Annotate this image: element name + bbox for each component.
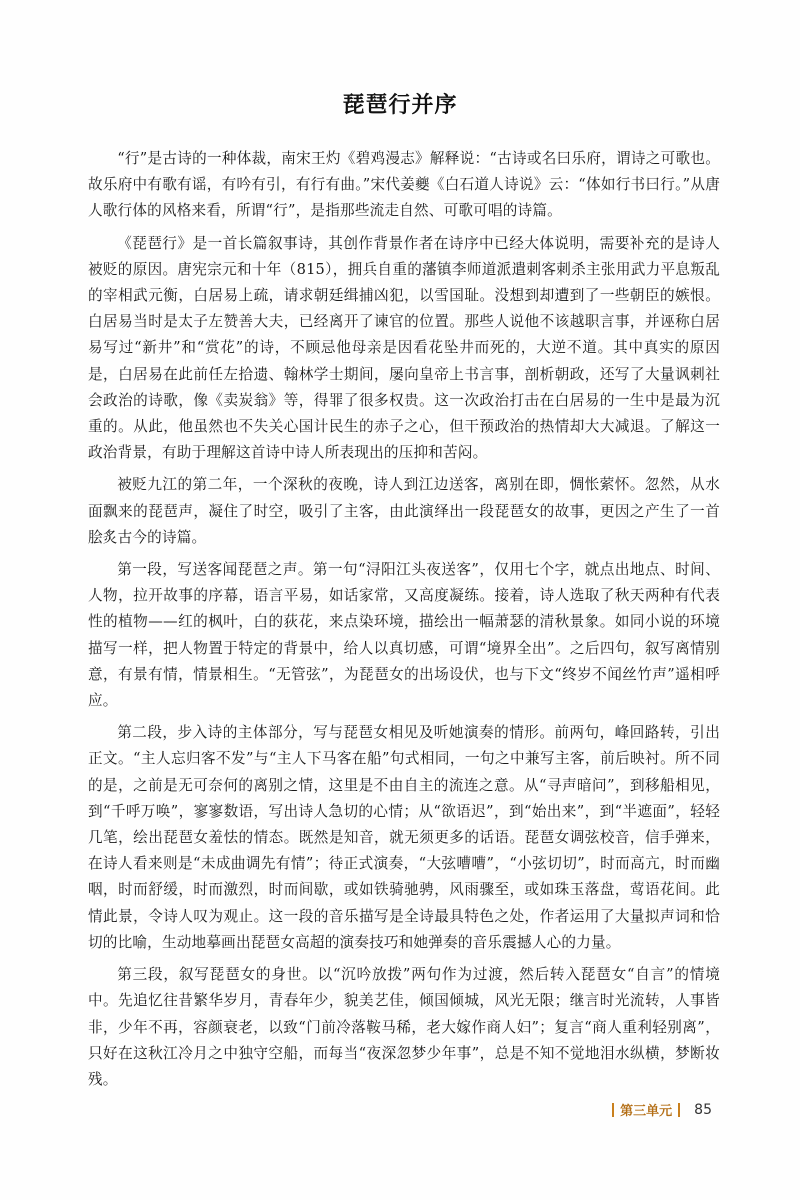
paragraph-setting: 被贬九江的第二年，一个深秋的夜晚，诗人到江边送客，离别在即，惆怅萦怀。忽然，从水面飘来的琵琶声，凝住了时空，吸引了主客，由此演绎出一段琵琶女的故事，更因之产生了一首脍炙古今的诗篇。 (88, 476, 720, 546)
article-body (88, 146, 720, 1099)
paragraph-intro-xing: “行”是古诗的一种体裁，南宋王灼《碧鸡漫志》解释说：“古诗或名曰乐府，谓诗之可歌也。故乐府中有歌有谣，有吟有引，有行有曲。”宋代姜夔《白石道人诗说》云：“体如行书曰行。”从唐人歌行体的风格来看，所谓“行”，是指那些流走自然、可歌可唱的诗篇。 (88, 150, 720, 220)
paragraph-section-one: 第一段，写送客闻琵琶之声。第一句“浔阳江头夜送客”，仅用七个字，就点出地点、时间、人物，拉开故事的序幕，语言平易，如话家常，又高度凝练。接着，诗人选取了秋天两种有代表性的植物——红的枫叶，白的荻花，来点染环境，描绘出一幅萧瑟的清秋景象。如同小说的环境描写一样，把人物置于特定的背景中，给人以真切感，可谓“境界全出”。之后四句，叙写离情别意，有景有情，情景相生。“无管弦”，为琵琶女的出场设伏，也与下文“终岁不闻丝竹声”遥相呼应。 (88, 561, 720, 710)
page-number: 85 (694, 1101, 712, 1118)
paragraph-section-two: 第二段，步入诗的主体部分，写与琵琶女相见及听她演奏的情形。前两句，峰回路转，引出正文。“主人忘归客不发”与“主人下马客在船”句式相同，一句之中兼写主客，前后映衬。所不同的是，之前是无可奈何的离别之情，这里是不由自主的流连之意。从“寻声暗问”，到移船相见，到“千呼万唤”，寥寥数语，写出诗人急切的心情；从“欲语迟”，到“始出来”，到“半遮面”，轻轻几笔，绘出琵琶女羞怯的情态。既然是知音，就无须更多的话语。琵琶女调弦校音，信手弹来，在诗人看来则是“未成曲调先有情”；待正式演奏，“大弦嘈嘈”，“小弦切切”，时而高亢，时而幽咽，时而舒缓，时而激烈，时而间歇，或如铁骑驰骋，风雨骤至，或如珠玉落盘，莺语花间。此情此景，令诗人叹为观止。这一段的音乐描写是全诗最具特色之处，作者运用了大量拟声词和恰切的比喻，生动地摹画出琵琶女高超的演奏技巧和她弹奏的音乐震撼人心的力量。 (88, 724, 720, 951)
paragraph-background: 《琵琶行》是一首长篇叙事诗，其创作背景作者在诗序中已经大体说明，需要补充的是诗人被贬的原因。唐宪宗元和十年（815），拥兵自重的藩镇李师道派遣刺客刺杀主张用武力平息叛乱的宰相武元衡，白居易上疏，请求朝廷缉捕凶犯，以雪国耻。没想到却遭到了一些朝臣的嫉恨。白居易当时是太子左赞善大夫，已经离开了谏官的位置。那些人说他不该越职言事，并诬称白居易写过“新井”和“赏花”的诗，不顾忌他母亲是因看花坠井而死的，大逆不道。其中真实的原因是，白居易在此前任左拾遗、翰林学士期间，屡向皇帝上书言事，剖析朝政，还写了大量讽刺社会政治的诗歌，像《卖炭翁》等，得罪了很多权贵。这一次政治打击在白居易的一生中是最为沉重的。从此，他虽然也不失关心国计民生的赤子之心，但干预政治的热情却大大减退。了解这一政治背景，有助于理解这首诗中诗人所表现出的压抑和苦闷。 (88, 234, 720, 462)
paragraph-section-three: 第三段，叙写琵琶女的身世。以“沉吟放拨”两句作为过渡，然后转入琵琶女“自言”的情境中。先追忆往昔繁华岁月，青春年少，貌美艺佳，倾国倾城，风光无限；继言时光流转，人事皆非，少年不再，容颜衰老，以致“门前冷落鞍马稀，老大嫁作商人妇”；复言“商人重利轻别离”，只好在这秋江冷月之中独守空船，而每当“夜深忽梦少年事”，总是不知不觉地泪水纵横，梦断妆残。 (88, 966, 720, 1088)
unit-label: 第三单元 (620, 1104, 673, 1119)
page-footer (606, 1100, 712, 1119)
footer-divider-right (678, 1103, 680, 1117)
page-title: 琵琶行并序 (342, 93, 458, 118)
footer-divider-left (612, 1103, 614, 1117)
